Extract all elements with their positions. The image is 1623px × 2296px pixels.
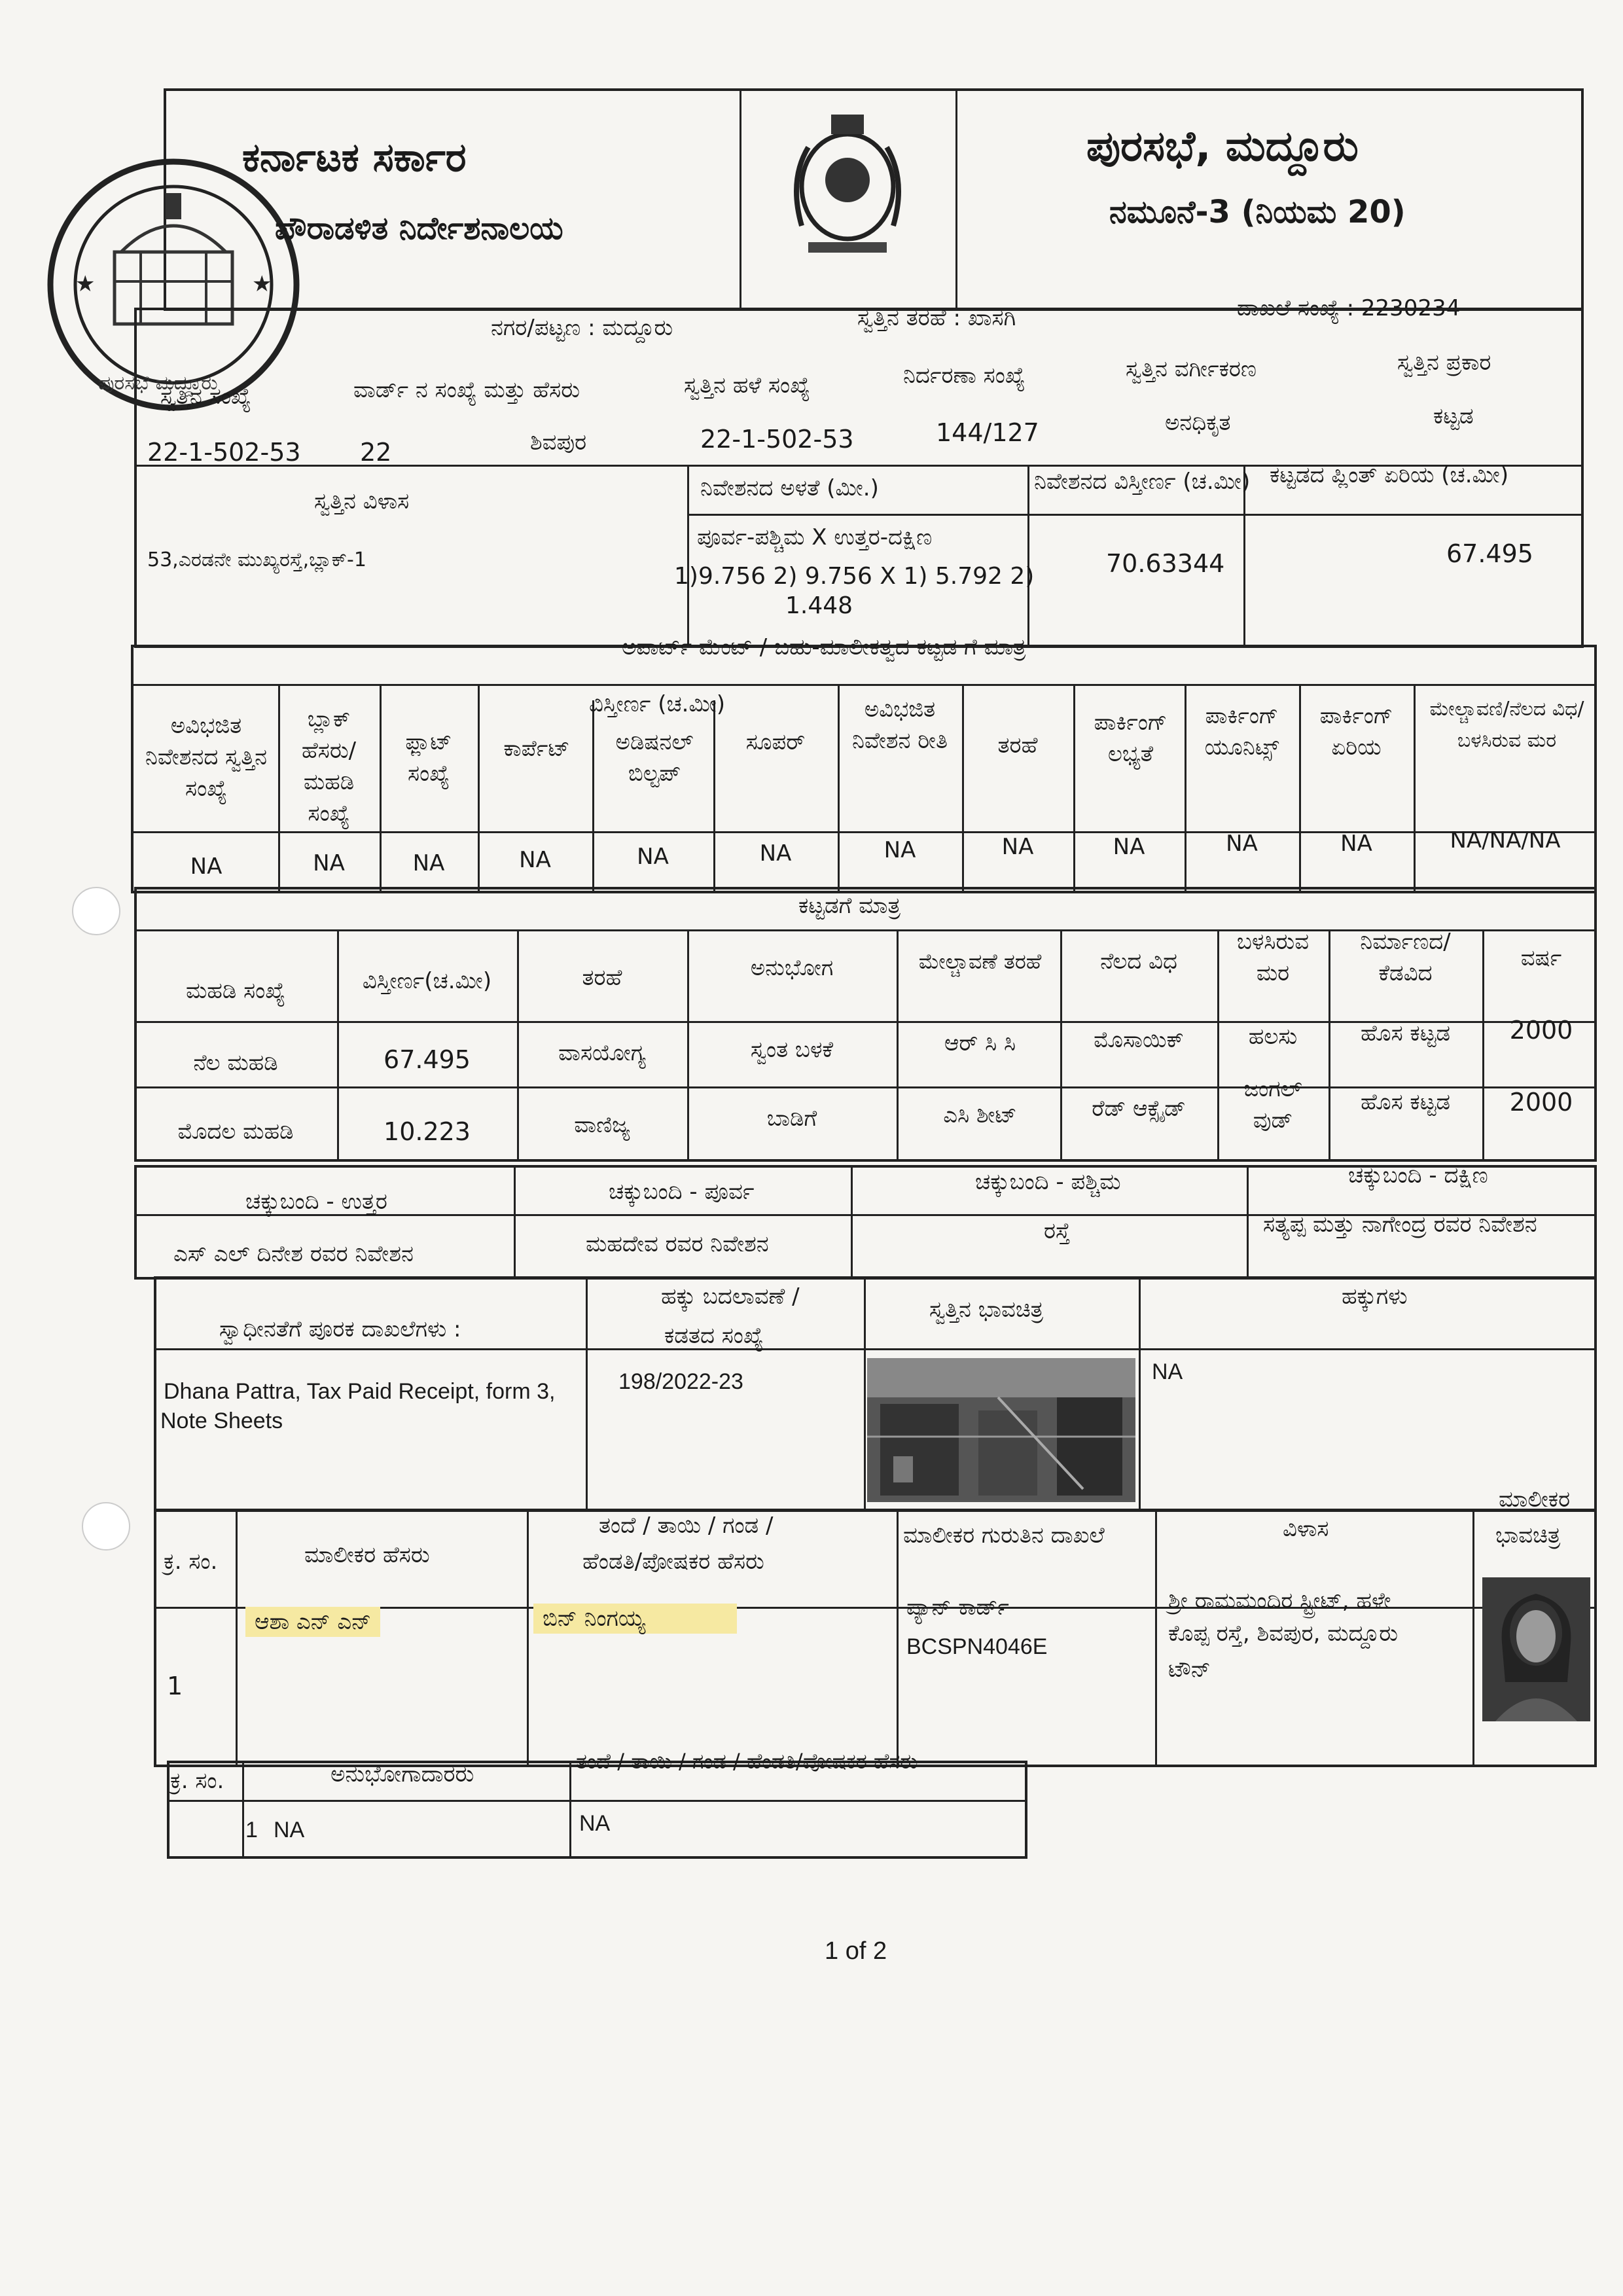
north-label: ಚಕ್ಕುಬಂದಿ - ಉತ್ತರ — [245, 1189, 387, 1215]
owner-name: ಆಶಾ ಎನ್ ಎನ್ — [245, 1607, 380, 1637]
apartment-title: ಅಪಾರ್ಟ್ ಮೆಂಟ್ / ಬಹು-ಮಾಲೀಕತ್ವದ ಕಟ್ಟಡ ಗೆ ಮಾತ್ರ — [622, 634, 1026, 660]
apt-header-carpet: ಕಾರ್ಪೆಟ್ — [503, 736, 570, 762]
apt-header-undivided: ಅವಿಭಜಿತ ನಿವೇಶನದ ಸ್ವತ್ತಿನ ಸಂಖ್ಯೆ — [145, 713, 268, 802]
apt-value: NA — [412, 850, 445, 876]
bld-header-area: ವಿಸ್ತೀರ್ಣ(ಚ.ಮೀ) — [362, 968, 492, 994]
occupant-header-name: ಅನುಭೋಗಾದಾರರು — [330, 1761, 474, 1787]
owner-header-guardian-1: ತಂದೆ / ತಾಯಿ / ಗಂಡ / — [599, 1513, 774, 1539]
bld-cell: ರೆಡ್ ಆಕ್ಸೈಡ್ — [1092, 1096, 1186, 1122]
rights-value: NA — [1152, 1359, 1183, 1384]
owner-guardian: ಬಿನ್ ನಿಂಗಯ್ಯ — [533, 1604, 737, 1634]
property-type: ಸ್ವತ್ತಿನ ತರಹೆ : ಖಾಸಗಿ — [857, 305, 1016, 331]
plinth-label: ಕಟ್ಟಡದ ಪ್ಲಿಂತ್ ಏರಿಯ (ಚ.ಮೀ) — [1270, 462, 1509, 488]
west-label: ಚಕ್ಕುಬಂದಿ - ಪಶ್ಚಿಮ — [975, 1169, 1121, 1195]
deed-label-2: ಕಡತದ ಸಂಖ್ಯೆ — [664, 1323, 764, 1349]
bld-header-usage: ಅನುಭೋಗ — [750, 955, 834, 981]
occupant-header-guardian: ತಂದೆ / ತಾಯಿ / ಗಂಡ / ಹೆಂಡತಿ/ಪೋಷಕರ ಹೆಸರು — [576, 1749, 918, 1774]
owner-address-2: ಕೊಪ್ಪ ರಸ್ತೆ, ಶಿವಪುರ, ಮದ್ದೂರು — [1168, 1621, 1399, 1647]
prop-type: ಕಟ್ಟಡ — [1433, 403, 1474, 429]
property-photo-image — [867, 1358, 1135, 1502]
owner-photo-image — [1482, 1577, 1590, 1721]
bld-cell: ಹೊಸ ಕಟ್ಟಡ — [1360, 1089, 1451, 1115]
occupant-name: NA — [274, 1818, 305, 1842]
dims-line1: 1)9.756 2) 9.756 X 1) 5.792 2) — [674, 563, 1035, 590]
bld-header-roof: ಮೇಲ್ಚಾವಣೆ ತರಹೆ — [918, 949, 1042, 974]
owner-header-address: ವಿಳಾಸ — [1283, 1516, 1329, 1542]
bld-cell: ಹೊಸ ಕಟ್ಟಡ — [1360, 1020, 1451, 1047]
apt-header-parking-avail: ಪಾರ್ಕಿಂಗ್ ಲಭ್ಯತೆ — [1094, 709, 1168, 767]
south-value: ಸತ್ಯಪ್ಪ ಮತ್ತು ನಾಗೇಂದ್ರ ರವರ ನಿವೇಶನ — [1263, 1211, 1537, 1238]
photo-label: ಸ್ವತ್ತಿನ ಭಾವಚಿತ್ರ — [929, 1297, 1044, 1323]
apt-value: NA — [1340, 831, 1372, 857]
bld-cell: ಆರ್ ಸಿ ಸಿ — [944, 1030, 1016, 1056]
owner-header-name: ಮಾಲೀಕರ ಹೆಸರು — [304, 1542, 430, 1568]
bld-cell: ಮೊದಲ ಮಹಡಿ — [177, 1119, 294, 1145]
header-assessment-no: ನಿರ್ದರಣಾ ಸಂಖ್ಯೆ — [903, 363, 1026, 389]
east-label: ಚಕ್ಕುಬಂದಿ - ಪೂರ್ವ — [609, 1179, 755, 1205]
dims-line2: 1.448 — [785, 592, 853, 619]
owner-address-1: ಶ್ರೀ ರಾಮಮಂದಿರ ಸ್ಟ್ರೀಟ್, ಹಳೇ — [1168, 1588, 1391, 1614]
bld-cell: ಹಲಸು — [1248, 1024, 1298, 1050]
site-area: 70.63344 — [1106, 549, 1225, 578]
occupant-serial: 1 — [245, 1818, 258, 1842]
apt-value: NA — [759, 840, 792, 867]
bld-cell: ವಾಸಯೋಗ್ಯ — [558, 1040, 646, 1066]
apt-header-additional: ಅಡಿಷನಲ್ ಬಿಲ್ಟಪ್ — [615, 729, 694, 787]
bld-header-year: ವರ್ಷ — [1520, 945, 1562, 971]
town: ನಗರ/ಪಟ್ಟಣ : ಮದ್ದೂರು — [491, 315, 673, 341]
bld-cell: 2000 — [1509, 1088, 1573, 1117]
deed-no: 198/2022-23 — [618, 1369, 743, 1394]
owner-header-photo-2: ಭಾವಚಿತ್ರ — [1495, 1522, 1561, 1549]
header-prop-type: ಸ್ವತ್ತಿನ ಪ್ರಕಾರ — [1397, 350, 1491, 376]
owner-header-guardian-2: ಹೆಂಡತಿ/ಪೋಷಕರ ಹೆಸರು — [582, 1549, 764, 1575]
state-emblem-icon — [762, 108, 933, 272]
old-no: 22-1-502-53 — [700, 425, 854, 454]
supporting-docs-line1: Dhana Pattra, Tax Paid Receipt, form 3, — [164, 1379, 556, 1404]
apt-header-parking-units: ಪಾರ್ಕಿಂಗ್ ಯೂನಿಟ್ಸ್ — [1204, 703, 1279, 761]
apt-header-parking-area: ಪಾರ್ಕಿಂಗ್ ಏರಿಯ — [1319, 703, 1393, 761]
apt-header-kind: ತರಹೆ — [997, 732, 1038, 759]
header-property-no: ಸ್ವತ್ತಿನ ಸಂಖ್ಯೆ — [160, 384, 251, 410]
bld-header-floor-type: ನೆಲದ ವಿಧ — [1100, 948, 1177, 975]
west-value: ರಸ್ತೆ — [1044, 1218, 1071, 1244]
south-label: ಚಕ್ಕುಬಂದಿ - ದಕ್ಷಿಣ — [1348, 1162, 1488, 1189]
bld-cell: ವಾಣಿಜ್ಯ — [574, 1112, 630, 1138]
apt-value: NA — [1226, 831, 1258, 857]
apt-header-super: ಸೂಪರ್ — [745, 729, 806, 755]
owner-address-3: ಟೌನ್ — [1168, 1657, 1211, 1683]
bld-header-wood: ಬಳಸಿರುವ ಮರ — [1236, 929, 1310, 986]
deed-label-1: ಹಕ್ಕು ಬದಲಾವಣೆ / — [661, 1283, 800, 1310]
dims-direction: ಪೂರ್ವ-ಪಶ್ಚಿಮ X ಉತ್ತರ-ದಕ್ಷಿಣ — [697, 524, 933, 550]
ward-name: ಶಿವಪುರ — [530, 429, 587, 456]
bld-header-floor: ಮಹಡಿ ಸಂಖ್ಯೆ — [185, 978, 286, 1004]
owner-serial: 1 — [167, 1672, 183, 1700]
assessment-no: 144/127 — [936, 418, 1039, 447]
page-number: 1 of 2 — [825, 1937, 887, 1965]
owner-header-photo-1: ಮಾಲೀಕರ — [1499, 1486, 1571, 1513]
department-title: ಪೌರಾಡಳಿತ ನಿರ್ದೇಶನಾಲಯ — [275, 210, 563, 247]
east-value: ಮಹದೇವ ರವರ ನಿವೇಶನ — [586, 1231, 769, 1257]
north-value: ಎಸ್ ಎಲ್ ದಿನೇಶ ರವರ ನಿವೇಶನ — [173, 1241, 414, 1267]
header-old-no: ಸ್ವತ್ತಿನ ಹಳೆ ಸಂಖ್ಯೆ — [684, 372, 810, 399]
punch-hole-top — [72, 887, 120, 935]
svg-text:★: ★ — [75, 271, 96, 297]
govt-title: ಕರ್ನಾಟಕ ಸರ್ಕಾರ — [242, 135, 467, 181]
apt-header-undivided-type: ಅವಿಭಜಿತ ನಿವೇಶನ ರೀತಿ — [852, 696, 948, 754]
plinth-area: 67.495 — [1446, 539, 1533, 568]
property-no: 22-1-502-53 — [147, 438, 301, 467]
apt-header-flat: ಫ್ಲಾಟ್ ಸಂಖ್ಯೆ — [405, 729, 452, 787]
apt-value: NA — [637, 844, 669, 870]
apt-header-roof-floor: ಮೇಲ್ಚಾವಣಿ/ನೆಲದ ವಿಧ/ಬಳಸಿರುವ ಮರ — [1429, 698, 1584, 752]
bld-cell: ಎಸಿ ಶೀಟ್ — [943, 1102, 1017, 1128]
seal-text: ಪುರಸಭೆ ಮದ್ದೂರು — [98, 372, 218, 395]
site-address-label: ಸ್ವತ್ತಿನ ವಿಳಾಸ — [314, 488, 410, 514]
form-title: ನಮೂನೆ-3 (ನಿಯಮ 20) — [1109, 194, 1406, 230]
apt-header-block: ಬ್ಲಾಕ್ ಹೆಸರು/ ಮಹಡಿ ಸಂಖ್ಯೆ — [301, 706, 357, 827]
bld-cell: 2000 — [1509, 1016, 1573, 1045]
bld-header-kind: ತರಹೆ — [582, 965, 622, 991]
bld-cell: 10.223 — [383, 1117, 471, 1146]
classification: ಅನಧಿಕೃತ — [1165, 410, 1231, 436]
bld-cell: ಬಾಡಿಗೆ — [766, 1105, 817, 1132]
apartment-area-group: ವಿಸ್ತೀರ್ಣ (ಚ.ಮೀ) — [589, 691, 726, 717]
occupant-guardian: NA — [579, 1811, 611, 1836]
site-address: 53,ಎರಡನೇ ಮುಖ್ಯರಸ್ತೆ,ಬ್ಲಾಕ್-1 — [147, 548, 366, 571]
supporting-docs-line2: Note Sheets — [160, 1408, 283, 1433]
svg-text:★: ★ — [252, 271, 272, 297]
apt-value: NA — [1001, 834, 1034, 860]
owner-id-type: ಪ್ಯಾನ್ ಕಾರ್ಡ್ — [906, 1594, 1009, 1621]
site-area-label: ನಿವೇಶನದ ವಿಸ್ತೀರ್ಣ (ಚ.ಮೀ) — [1034, 469, 1251, 495]
apt-value: NA — [1113, 834, 1145, 860]
municipality-title: ಪುರಸಭೆ, ಮದ್ದೂರು — [1086, 122, 1359, 171]
apt-value: NA — [519, 847, 551, 873]
bld-header-construction: ನಿರ್ಮಾಣದ/ ಕೆಡವಿದ — [1360, 929, 1451, 986]
bld-cell: ಮೊಸಾಯಿಕ್ — [1094, 1027, 1184, 1053]
entry-no: ದಾಖಲೆ ಸಂಖ್ಯೆ : 2230234 — [1237, 295, 1461, 321]
owner-header-serial: ಕ್ರ. ಸಂ. — [164, 1549, 218, 1575]
bld-cell: ನೆಲ ಮಹಡಿ — [193, 1050, 278, 1076]
owner-header-id: ಮಾಲೀಕರ ಗುರುತಿನ ದಾಖಲೆ — [903, 1522, 1105, 1549]
bld-cell: ಜಂಗಲ್ ವುಡ್ — [1243, 1076, 1302, 1134]
ward-no: 22 — [360, 438, 392, 467]
header-ward: ವಾರ್ಡ್ ನ ಸಂಖ್ಯೆ ಮತ್ತು ಹೆಸರು — [353, 377, 580, 403]
punch-hole-bottom — [82, 1502, 130, 1551]
rights-label: ಹಕ್ಕುಗಳು — [1342, 1283, 1408, 1310]
owner-id-no: BCSPN4046E — [906, 1634, 1048, 1659]
occupant-header-serial: ಕ್ರ. ಸಂ. — [170, 1768, 224, 1794]
apt-value: NA — [313, 850, 345, 876]
apt-value: NA — [883, 837, 916, 863]
apt-value: NA/NA/NA — [1450, 827, 1561, 853]
building-title: ಕಟ್ಟಡಗೆ ಮಾತ್ರ — [798, 893, 901, 919]
apt-value: NA — [190, 853, 223, 880]
bld-cell: 67.495 — [383, 1045, 471, 1074]
header-classification: ಸ್ವತ್ತಿನ ವರ್ಗೀಕರಣ — [1126, 356, 1257, 382]
supporting-docs-label: ಸ್ವಾಧೀನತೆಗೆ ಪೂರಕ ದಾಖಲೆಗಳು : — [219, 1316, 461, 1342]
bld-cell: ಸ್ವಂತ ಬಳಕೆ — [750, 1037, 834, 1063]
site-dims-label: ನಿವೇಶನದ ಅಳತೆ (ಮೀ.) — [700, 475, 879, 501]
